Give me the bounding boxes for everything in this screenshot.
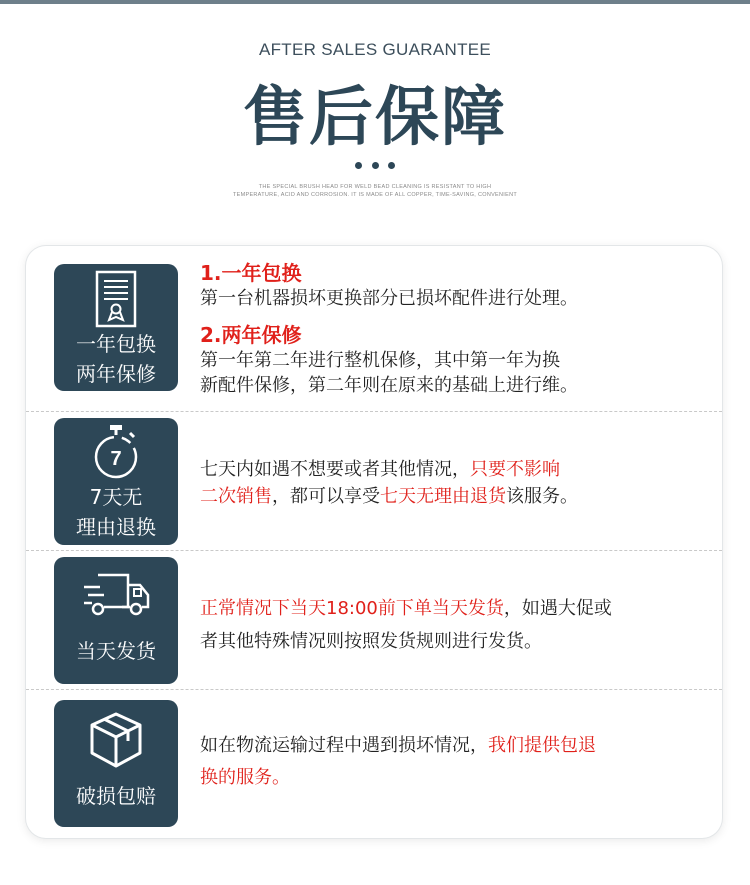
returns-text-a: 七天内如遇不想要或者其他情况， (200, 459, 470, 480)
item-1-title: 1.一年包换 (200, 261, 302, 285)
certificate-icon (94, 270, 138, 328)
returns-text-f: 该服务。 (506, 486, 578, 507)
delivery-truck-icon (82, 571, 152, 621)
section-returns (26, 412, 722, 550)
damage-text-b: 我们提供包退 (488, 735, 596, 756)
damage-text-a: 如在物流运输过程中遇到损坏情况， (200, 735, 488, 756)
page-subtitle-en: AFTER SALES GUARANTEE (258, 40, 492, 59)
damage-text-c: 换的服务。 (200, 767, 290, 788)
returns-text-b: 只要不影响 (470, 459, 560, 480)
top-accent-bar (0, 0, 750, 4)
returns-text-d: ，都可以享受 (272, 486, 380, 507)
section-damage (26, 690, 722, 838)
badge-label: 破损包赔 (76, 784, 156, 808)
badge-label-line-2: 理由退换 (76, 515, 156, 539)
fineprint-line-1: THE SPECIAL BRUSH HEAD FOR WELD BEAD CLEANING IS RESISTANT TO HIGH (258, 184, 492, 190)
item-2-text-line-2: 新配件保修，第二年则在原来的基础上进行维。 (200, 375, 578, 396)
badge-warranty (54, 264, 178, 391)
badge-label-line-1: 一年包换 (76, 332, 156, 356)
fineprint-text (190, 183, 560, 199)
returns-text-c: 二次销售 (200, 486, 272, 507)
returns-text (200, 456, 705, 510)
item-2-title: 2.两年保修 (200, 323, 302, 347)
badge-returns (54, 418, 178, 545)
shipping-text (200, 592, 705, 658)
shipping-text-b: ，如遇大促或 (503, 598, 612, 619)
fineprint-line-2: TEMPERATURE, ACID AND CORROSION. IT IS MADE OF ALL COPPER, TIME-SAVING, CONVENIENT (232, 192, 518, 198)
shipping-text-a: 正常情况下当天18:00前下单当天发货 (200, 598, 504, 619)
badge-shipping (54, 557, 178, 684)
badge-label-line-2: 两年保修 (76, 362, 156, 386)
page-title: 售后保障 (243, 81, 507, 155)
section-warranty (26, 246, 722, 411)
shipping-text-c: 者其他特殊情况则按照发货规则进行发货。 (200, 631, 542, 652)
stopwatch-icon (90, 423, 142, 481)
damage-text (200, 730, 705, 794)
returns-text-e: 七天无理由退货 (380, 486, 506, 507)
badge-label: 当天发货 (76, 639, 156, 663)
guarantee-card (26, 246, 722, 838)
stopwatch-number: 7 (110, 448, 122, 470)
package-box-icon (86, 710, 146, 770)
badge-damage (54, 700, 178, 827)
item-1-text: 第一台机器损坏更换部分已损坏配件进行处理。 (200, 288, 578, 309)
item-2-text-line-1: 第一年第二年进行整机保修，其中第一年为换 (200, 350, 560, 371)
warranty-text (200, 261, 705, 398)
decorative-dots (355, 162, 395, 170)
badge-label-line-1: 7天无 (89, 485, 143, 509)
section-shipping (26, 551, 722, 689)
